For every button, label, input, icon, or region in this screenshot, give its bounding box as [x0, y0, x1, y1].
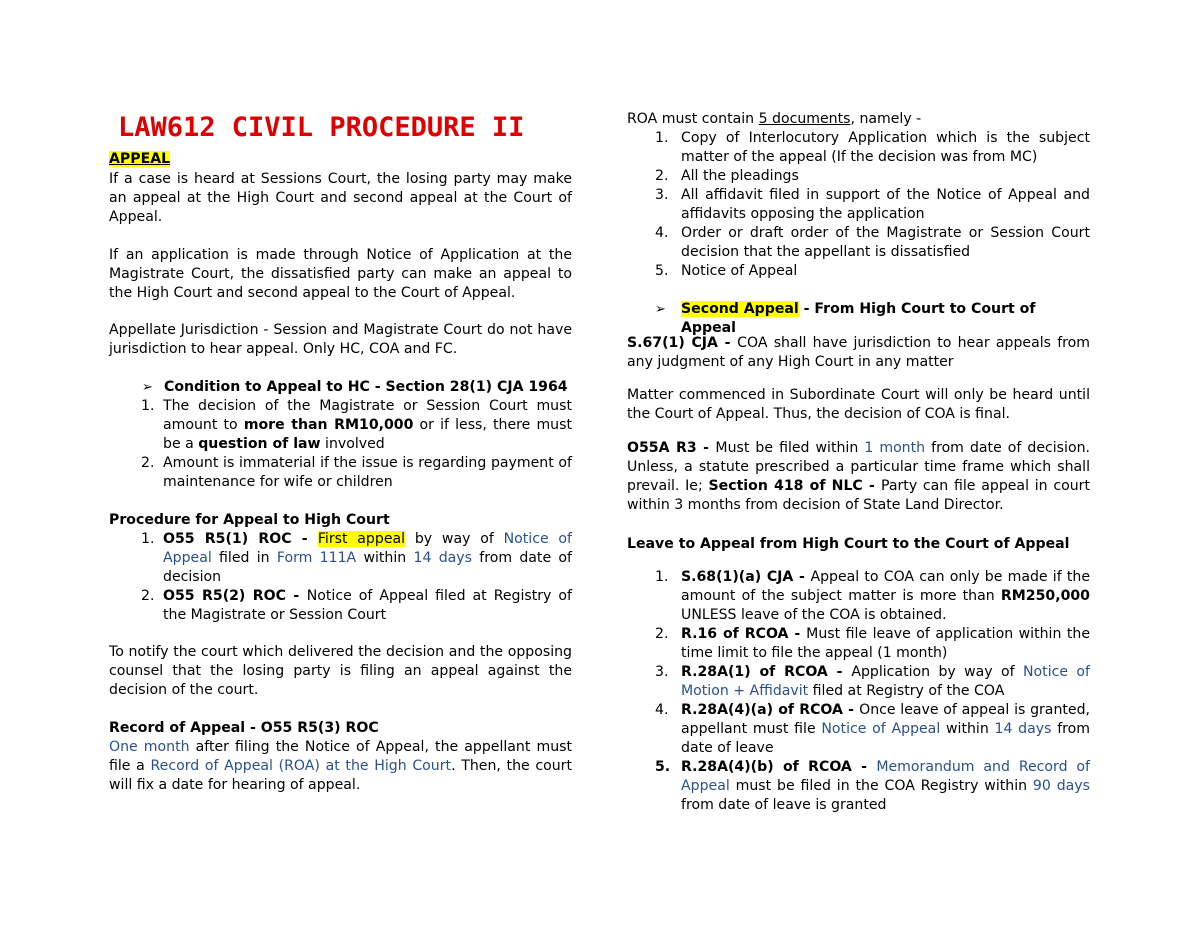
list-item: 1. The decision of the Magistrate or Session Court must amount to more than RM10,000 or if less, there must be a question of law involved: [141, 398, 572, 452]
paragraph: If an application is made through Notice of Application at the Magistrate Court, the dissatisfied party can make an appeal to the High Court and second appeal to the Court of Appeal.: [109, 247, 572, 301]
arrow-bullet-icon: ➢: [142, 380, 153, 395]
paragraph: Matter commenced in Subordinate Court will only be heard until the Court of Appeal. Thus, the decision of COA is final.: [627, 387, 1090, 422]
paragraph: O55A R3 - Must be filed within 1 month from date of decision. Unless, a statute prescribed a particular time frame which shall prevail. Ie; Section 418 of NLC - Party can file appeal in court within 3 months from decision of State Land Director.: [627, 440, 1090, 513]
paragraph: S.67(1) CJA - COA shall have jurisdiction to hear appeals from any judgment of any High Court in any matter: [627, 335, 1090, 370]
list-item: 1. S.68(1)(a) CJA - Appeal to COA can only be made if the amount of the subject matter is more than RM250,000 UNLESS leave of the COA is obtained.: [655, 569, 1091, 623]
list-item: 3. All affidavit filed in support of the Notice of Appeal and affidavits opposing the application: [655, 187, 1090, 222]
list-item: 2. Amount is immaterial if the issue is regarding payment of maintenance for wife or children: [141, 455, 572, 490]
list-item: 4. R.28A(4)(a) of RCOA - Once leave of appeal is granted, appellant must file Notice of Appeal within 14 days from date of leave: [655, 702, 1091, 756]
page-title: LAW612 CIVIL PROCEDURE II: [118, 112, 525, 143]
roa-intro: ROA must contain 5 documents, namely -: [627, 111, 922, 127]
list-item: 5. R.28A(4)(b) of RCOA - Memorandum and Record of Appeal must be filed in the COA Registry within 90 days from date of leave is granted: [655, 759, 1090, 813]
record-of-appeal-heading: Record of Appeal - O55 R5(3) ROC: [109, 720, 379, 736]
list-item: 1. O55 R5(1) ROC - First appeal by way of Notice of Appeal filed in Form 111A within 14 days from date of decision: [141, 531, 572, 585]
list-item: 4. Order or draft order of the Magistrate or Session Court decision that the appellant is dissatisfied: [655, 225, 1090, 260]
appeal-heading: APPEAL: [109, 151, 171, 167]
procedure-heading: Procedure for Appeal to High Court: [109, 512, 390, 528]
list-item: 2. R.16 of RCOA - Must file leave of application within the time limit to file the appeal (1 month): [655, 626, 1091, 661]
paragraph: One month after filing the Notice of Appeal, the appellant must file a Record of Appeal (ROA) at the High Court. Then, the court will fix a date for hearing of appeal.: [109, 739, 573, 793]
list-item: 2. O55 R5(2) ROC - Notice of Appeal filed at Registry of the Magistrate or Session Court: [141, 588, 572, 623]
paragraph: Appellate Jurisdiction - Session and Magistrate Court do not have jurisdiction to hear appeal. Only HC, COA and FC.: [109, 322, 572, 357]
arrow-bullet-icon: ➢: [655, 302, 666, 317]
list-item: 3. R.28A(1) of RCOA - Application by way of Notice of Motion + Affidavit filed at Registry of the COA: [655, 664, 1090, 699]
paragraph: To notify the court which delivered the decision and the opposing counsel that the losing party is filing an appeal against the decision of the court.: [109, 644, 572, 698]
list-item: 2. All the pleadings: [655, 168, 799, 184]
list-item: 1. Copy of Interlocutory Application which is the subject matter of the appeal (If the decision was from MC): [655, 130, 1090, 165]
list-item: 5. Notice of Appeal: [655, 263, 798, 279]
second-appeal-heading: ➢ Second Appeal - From High Court to Court of Appeal: [655, 301, 1036, 336]
condition-heading: ➢ Condition to Appeal to HC - Section 28(1) CJA 1964: [142, 379, 568, 395]
leave-heading: Leave to Appeal from High Court to the Court of Appeal: [627, 536, 1070, 552]
paragraph: If a case is heard at Sessions Court, the losing party may make an appeal at the High Court and second appeal at the Court of Appeal.: [109, 171, 572, 225]
